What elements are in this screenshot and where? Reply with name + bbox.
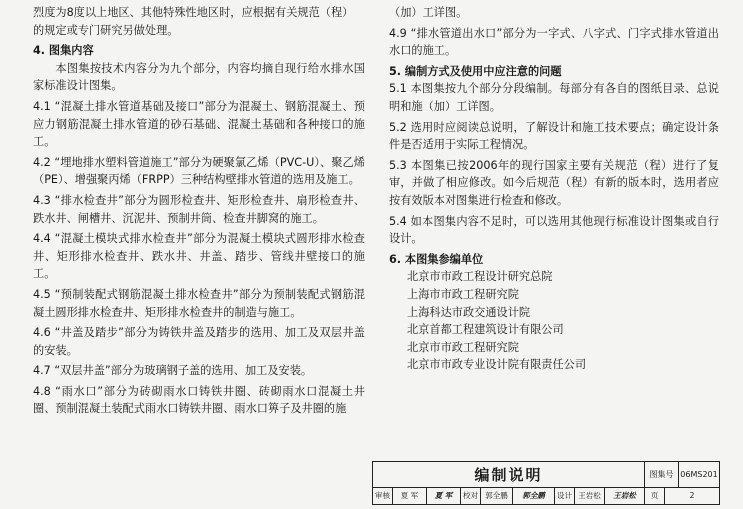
item-4-8: 4.8 “雨水口”部分为砖砌雨水口铸铁井圈、砖砌雨水口混凝土井圈、预制混凝土装配式雨水口铸铁井圈、雨水口箅子及井圈的施 [33,384,365,416]
item-5-1: 5.1 本图集按九个部分分段编制。每部分有各自的图纸目录、总说明和施（加）工详图。 [389,82,719,113]
checker-name: 郭全鹏 [481,488,513,504]
participating-unit: 上海科达市政交通设计院 [407,305,531,319]
section-4-intro: 本图集按技术内容分为九个部分，内容均摘自现行给水排水国家标准设计图集。 [33,61,365,93]
title-block [372,461,720,505]
item-4-2: 4.2 “埋地排水塑料管道施工”部分为硬聚氯乙烯（PVC-U）、聚乙烯（PE）、增强聚丙烯（FRPP）三种结构壁排水管道的选用及施工。 [33,155,365,187]
atlas-number: 06MS201 [679,462,719,488]
review-label: 审核 [373,488,393,504]
participating-unit: 上海市市政工程研究院 [407,287,519,301]
text-line: 的规定或专门研究另做处理。 [33,23,179,37]
designer-signature: 王岩松 [605,488,645,504]
design-label: 设计 [555,488,575,504]
item-4-4: 4.4 “混凝土模块式排水检查井”部分为混凝土模块式圆形排水检查井、矩形排水检查井、跌水井、井盖、踏步、管线井壁接口的施工。 [33,232,365,281]
atlas-number-label: 图集号 [645,462,679,488]
item-5-3: 5.3 本图集已按2006年的现行国家主要有关规范（程）进行了复审，并做了相应修改。如今后规范（程）有新的版本时，选用者应按有效版本对图集进行检查和修改。 [389,158,719,207]
participating-unit: 北京市市政专业设计院有限责任公司 [407,358,587,372]
page-number: 2 [689,491,695,500]
text-line: （加）工详图。 [389,6,468,19]
reviewer-signature: 夏 军 [427,488,461,504]
signature-row [373,488,719,504]
item-4-7: 4.7 “双层井盖”部分为玻璃钢子盖的选用、加工及安装。 [33,364,313,378]
designer-name: 王岩松 [575,488,605,504]
left-column [33,4,365,418]
item-4-3: 4.3 “排水检查井”部分为圆形检查井、矩形检查井、扇形检查井、跌水井、闸槽井、沉泥井、预制井筒、检查井脚窝的施工。 [33,193,365,225]
check-label: 校对 [461,488,481,504]
item-4-5: 4.5 “预制装配式钢筋混凝土排水检查井”部分为预制装配式钢筋混凝土圆形排水检查井、矩形排水检查井的制造与施工。 [33,287,365,319]
participating-unit: 北京市市政工程设计研究总院 [407,270,553,284]
item-5-4: 5.4 如本图集内容不足时，可以选用其他现行标准设计图集或自行设计。 [389,214,719,246]
item-4-9: 4.9 “排水管道出水口”部分为一字式、八字式、门字式排水管道出水口的施工。 [389,26,719,58]
item-4-6: 4.6 “井盖及踏步”部分为铸铁井盖及踏步的选用、加工及双层井盖的安装。 [33,326,365,357]
section-5-heading: 5. 编制方式及使用中应注意的问题 [389,64,562,78]
drawing-title: 编制说明 [373,462,645,488]
item-4-1: 4.1 “混凝土排水管道基础及接口”部分为混凝土、钢筋混凝土、预应力钢筋混凝土排水管道的砂石基础、混凝土基础和各种接口的施工。 [33,99,365,149]
checker-signature: 郭全鹏 [513,488,555,504]
section-4-heading: 4. 图集内容 [33,44,94,58]
right-column [389,4,719,374]
item-5-2: 5.2 选用时应阅读总说明，了解设计和施工技术要点；确定设计条件是否适用于实际工程情况。 [389,120,719,152]
text-line: 烈度为8度以上地区、其他特殊性地区时，应根据有关规范（程） [33,6,354,19]
section-6-heading: 6. 本图集参编单位 [389,252,484,266]
participating-unit: 北京首都工程建筑设计有限公司 [407,323,564,337]
page-label: 页 [645,488,665,504]
participating-unit: 北京市市政工程研究院 [407,340,519,354]
reviewer-name: 夏 军 [393,488,427,504]
